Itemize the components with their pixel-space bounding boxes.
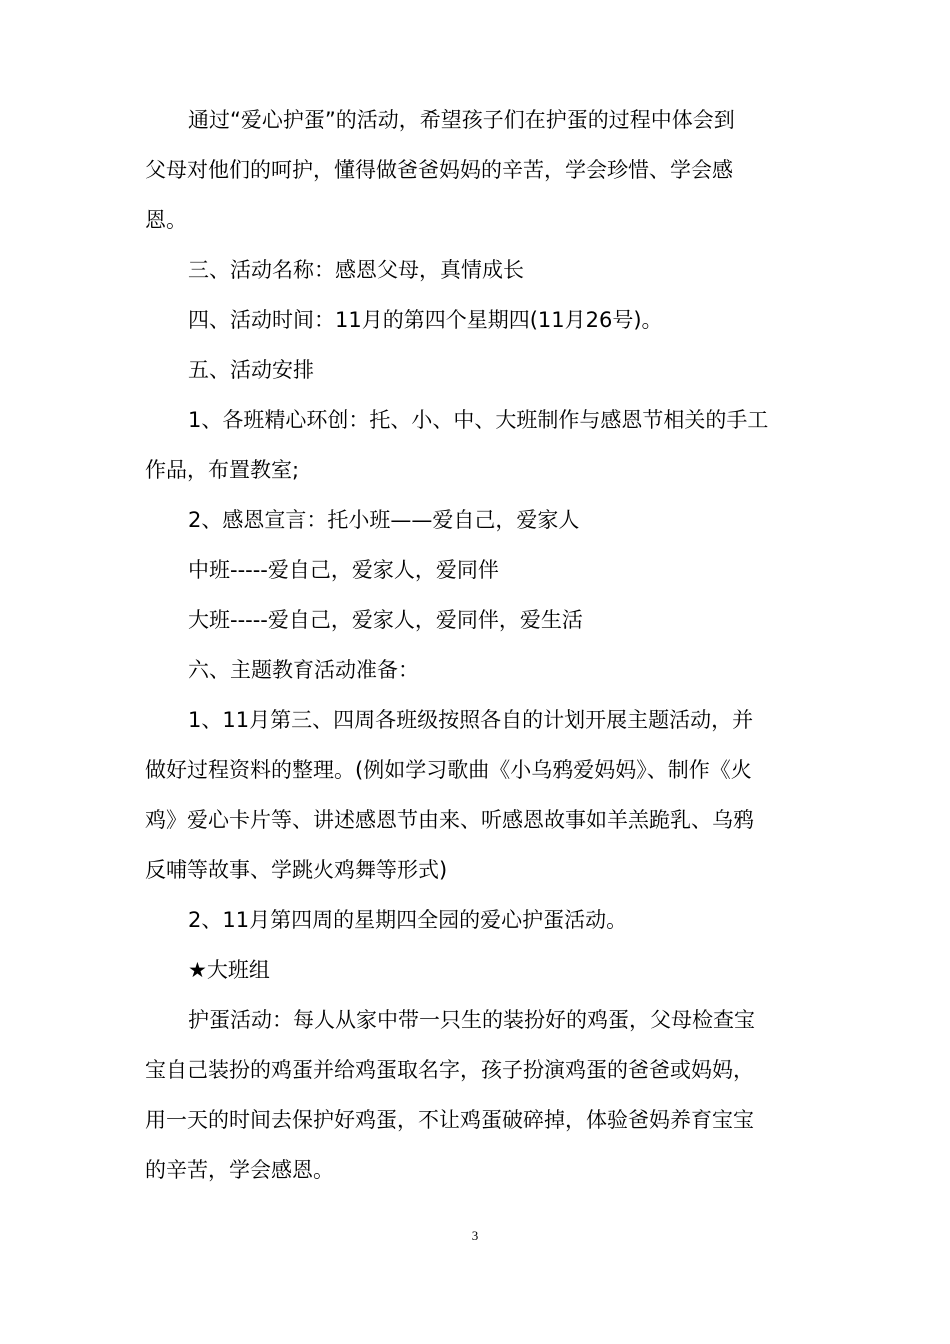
paragraph-line: 恩。 bbox=[145, 208, 187, 232]
paragraph-line: 鸡》爱心卡片等、讲述感恩节由来、听感恩故事如羊羔跪乳、乌鸦 bbox=[145, 808, 754, 832]
paragraph-line: 用一天的时间去保护好鸡蛋，不让鸡蛋破碎掉，体验爸妈养育宝宝 bbox=[145, 1108, 754, 1132]
section-heading: 三、活动名称：感恩父母，真情成长 bbox=[188, 258, 524, 282]
section-heading: 六、主题教育活动准备： bbox=[188, 658, 419, 682]
paragraph-line: 作品，布置教室; bbox=[145, 458, 300, 482]
group-heading: ★大班组 bbox=[188, 958, 270, 982]
page-number: 3 bbox=[471, 1228, 479, 1243]
paragraph-line: 2、11月第四周的星期四全园的爱心护蛋活动。 bbox=[188, 908, 628, 932]
paragraph-line: 通过“爱心护蛋”的活动，希望孩子们在护蛋的过程中体会到 bbox=[188, 108, 735, 132]
section-heading: 四、活动时间：11月的第四个星期四(11月26号)。 bbox=[188, 308, 663, 332]
paragraph-line: 1、11月第三、四周各班级按照各自的计划开展主题活动，并 bbox=[188, 708, 754, 732]
paragraph-line: 1、各班精心环创：托、小、中、大班制作与感恩节相关的手工 bbox=[188, 408, 769, 432]
paragraph-line: 做好过程资料的整理。(例如学习歌曲《小乌鸦爱妈妈》、制作《火 bbox=[145, 758, 752, 782]
paragraph-line: 的辛苦，学会感恩。 bbox=[145, 1158, 334, 1182]
paragraph-line: 父母对他们的呵护，懂得做爸爸妈妈的辛苦，学会珍惜、学会感 bbox=[145, 158, 733, 182]
paragraph-line: 大班-----爱自己，爱家人，爱同伴，爱生活 bbox=[188, 608, 583, 632]
paragraph-line: 中班-----爱自己，爱家人，爱同伴 bbox=[188, 558, 499, 582]
paragraph-line: 宝自己装扮的鸡蛋并给鸡蛋取名字，孩子扮演鸡蛋的爸爸或妈妈， bbox=[145, 1058, 754, 1082]
paragraph-line: 2、感恩宣言：托小班——爱自己，爱家人 bbox=[188, 508, 580, 532]
section-heading: 五、活动安排 bbox=[188, 358, 314, 382]
paragraph-line: 护蛋活动：每人从家中带一只生的装扮好的鸡蛋，父母检查宝 bbox=[188, 1008, 755, 1032]
paragraph-line: 反哺等故事、学跳火鸡舞等形式) bbox=[145, 858, 448, 882]
